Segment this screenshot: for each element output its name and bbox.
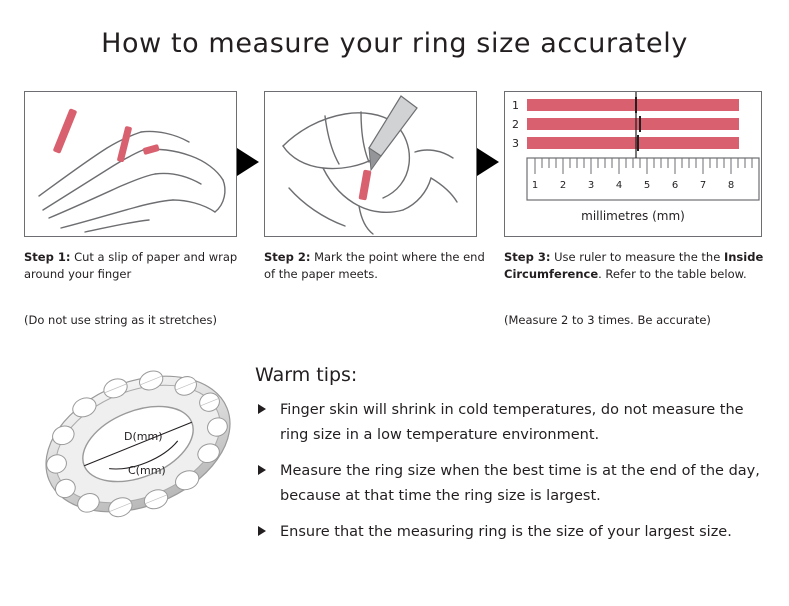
svg-text:5: 5 — [643, 180, 651, 191]
tip-text: Ensure that the measuring ring is the size of your largest size. — [280, 524, 732, 540]
svg-text:3: 3 — [587, 180, 595, 191]
step2-text: Mark the point where the end of the paper meets. — [264, 250, 485, 281]
step3-text-after: . Refer to the table below. — [598, 267, 747, 281]
step3-illustration — [504, 91, 762, 237]
tip-text: Measure the ring size when the best time is at the end of the day, because at that time the ring size is largest. — [280, 463, 760, 504]
ring-circumference-label: C(mm) — [128, 464, 166, 477]
warm-tips-list — [258, 398, 763, 556]
svg-text:6: 6 — [671, 180, 679, 191]
bullet-triangle-icon — [258, 526, 266, 536]
tip-text: Finger skin will shrink in cold temperatures, do not measure the ring size in a low temperature environment. — [280, 402, 744, 443]
svg-text:8: 8 — [727, 180, 735, 191]
step3-emphasis: Inside Circumference — [504, 250, 764, 281]
arrow-step1-to-step2 — [237, 148, 259, 176]
step3-caption — [504, 249, 766, 283]
ring-illustration — [28, 352, 248, 537]
eternity-ring-svg — [28, 352, 248, 537]
paper-strip-mark — [358, 170, 371, 201]
bullet-triangle-icon — [258, 404, 266, 414]
page-title: How to measure your ring size accurately — [101, 28, 688, 59]
svg-text:3: 3 — [512, 137, 519, 150]
step3-text: Use ruler to measure the the — [550, 250, 724, 264]
step3-label: Step 3: — [504, 250, 551, 264]
step1-text: Cut a slip of paper and wrap around your finger — [24, 250, 238, 281]
step1-illustration — [24, 91, 237, 237]
step3-note: (Measure 2 to 3 times. Be accurate) — [504, 313, 711, 327]
step1-note: (Do not use string as it stretches) — [24, 313, 217, 327]
svg-text:7: 7 — [699, 180, 707, 191]
svg-text:1: 1 — [512, 99, 519, 112]
warm-tips-heading: Warm tips: — [255, 364, 358, 386]
step1-label: Step 1: — [24, 250, 71, 264]
svg-text:2: 2 — [512, 118, 519, 131]
ruler-and-strips-svg — [505, 92, 761, 236]
arrow-step2-to-step3 — [477, 148, 499, 176]
step2-caption — [264, 249, 489, 283]
tip-item — [258, 520, 763, 545]
ruler-unit-caption: millimetres (mm) — [581, 209, 685, 223]
step2-label: Step 2: — [264, 250, 311, 264]
tip-item — [258, 398, 763, 448]
svg-text:2: 2 — [559, 180, 567, 191]
hand-marking-paper-svg — [265, 92, 476, 236]
svg-text:1: 1 — [531, 180, 539, 191]
ring-diameter-label: D(mm) — [124, 430, 163, 443]
step2-illustration — [264, 91, 477, 237]
svg-text:4: 4 — [615, 180, 623, 191]
step1-caption — [24, 249, 249, 283]
paper-strip-shapes — [53, 108, 160, 162]
bullet-triangle-icon — [258, 465, 266, 475]
tip-item — [258, 459, 763, 509]
hand-with-paper-strip-svg — [25, 92, 236, 236]
